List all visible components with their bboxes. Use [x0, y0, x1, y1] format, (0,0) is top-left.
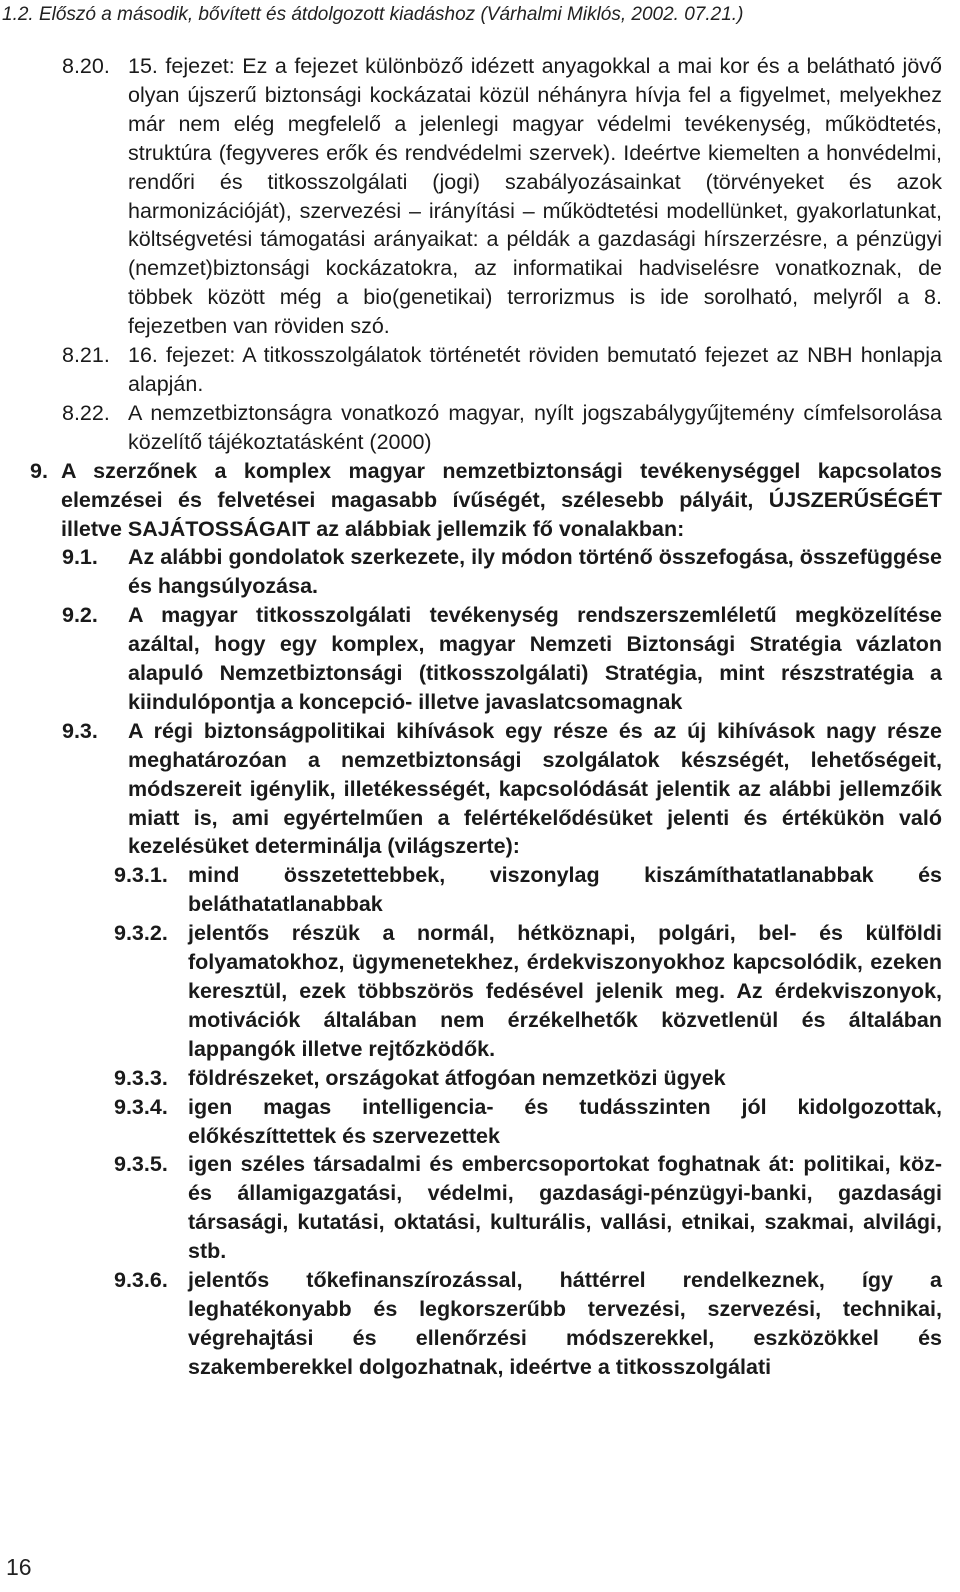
item-number: 9.3.3.	[114, 1065, 168, 1090]
list-item-9-3-1	[114, 861, 942, 919]
list-item-8-22	[62, 399, 942, 457]
list-item-9-3-4	[114, 1093, 942, 1151]
list-item-9-3-5	[114, 1150, 942, 1266]
item-number: 8.20.	[62, 54, 110, 78]
list-item-9-3-2	[114, 919, 942, 1064]
item-number: 9.1.	[62, 545, 98, 570]
item-text: mind összetettebbek, viszonylag kiszámíthatatlanabbak és beláthatatlanabbak	[188, 863, 942, 917]
running-head: 1.2. Előszó a második, bővített és átdolgozott kiadáshoz (Várhalmi Miklós, 2002. 07.21.)	[2, 4, 744, 25]
item-text: A nemzetbiztonságra vonatkozó magyar, nyílt jogszabálygyűjtemény címfelsorolása közelítő tájékoztatásként (2000)	[128, 400, 942, 454]
list-item-9-3-6	[114, 1266, 942, 1382]
list-item-9-3-3	[114, 1064, 942, 1093]
item-text: A magyar titkosszolgálati tevékenység rendszerszemléletű megközelítése azáltal, hogy egy komplex, magyar Nemzeti Biztonsági Stratégia vázlaton alapuló Nemzetbiztonsági (titkosszolgálati) Stratégia, mint részstratégia a kiindulópontja a koncepció- illetve javaslatcsomagnak	[128, 603, 942, 714]
item-text: jelentős tőkefinanszírozással, háttérrel rendelkeznek, így a leghatékonyabb és legkorszerűbb tervezési, szervezési, technikai, végrehajtási és ellenőrzési módszerekkel, eszközökkel és szakemberekkel dolgozhatnak, ideértve a titkosszolgálati	[188, 1268, 942, 1379]
item-text: A régi biztonságpolitikai kihívások egy része és az új kihívások nagy része meghatározóan a nemzetbiztonsági szolgálatok készségét, lehetőségeit, módszereit igénylik, illetékességét, kapcsolódását jelentik az alábbi jellemzőik miatt is, ami egyértelműen a felértékelődésüket jelenti és értékükön való kezelésüket determinálja (világszerte):	[128, 718, 942, 859]
list-item-9-3	[62, 717, 942, 862]
page-body	[30, 52, 942, 1382]
section-9	[30, 457, 942, 544]
item-text: A szerzőnek a komplex magyar nemzetbiztonsági tevékenységgel kapcsolatos elemzései és felvetései magasabb ívűségét, szélesebb pályáit, ÚJSZERŰSÉGÉT illetve SAJÁTOSSÁGAIT az alábbiak jellemzik fő vonalakban:	[61, 458, 942, 541]
item-number: 9.3.2.	[114, 921, 168, 946]
item-text: földrészeket, országokat átfogóan nemzetközi ügyek	[188, 1065, 726, 1090]
item-text: igen magas intelligencia- és tudásszinten jól kidolgozottak, előkészíttettek és szervezettek	[188, 1094, 942, 1148]
item-text: 15. fejezet: Ez a fejezet különböző idézett anyagokkal a mai kor és a belátható jövő olyan újszerű biztonsági kockázatai közül néhányra hívja fel a figyelmet, melyekhez már nem elég megfelelő a jelenlegi magyar védelmi tevékenység, működtetés, struktúra (fegyveres erők és rendvédelmi szervek). Ideértve kiemelten a honvédelmi, rendőri és titkosszolgálati (jogi) szabályozásainkat (törvényeket és azok harmonizációját), szervezési – irányítási – működtetési modellünket, gyakorlatunkat, költségvetési támogatási arányaikat: a példák a gazdasági hírszerzésre, a pénzügyi (nemzet)biztonsági kockázatokra, az informatikai hadviselésre vonatkoznak, de többek között még a bio(genetikai) terrorizmus is ide sorolható, melyről a 8. fejezetben van röviden szó.	[128, 54, 942, 339]
item-text: igen széles társadalmi és embercsoportokat foghatnak át: politikai, köz- és államigazgatási, védelmi, gazdasági-pénzügyi-banki, gazdasági társasági, kutatási, oktatási, kulturális, vallási, etnikai, szakmai, alvilági, stb.	[188, 1152, 942, 1264]
item-number: 9.2.	[62, 603, 98, 628]
item-number: 9.3.1.	[114, 863, 168, 888]
item-number: 9.	[30, 458, 48, 483]
item-text: jelentős részük a normál, hétköznapi, polgári, bel- és külföldi folyamatokhoz, ügymenetekhez, érdekviszonyokhoz kapcsolódik, ezeken keresztül, ezek többszörös fedésével jelenik meg. Az érdekviszonyok, motivációk általában nem érzékelhetők közvetlenül és általában lappangók illetve rejtőzködők.	[188, 921, 942, 1061]
item-number: 9.3.4.	[114, 1094, 168, 1119]
item-number: 9.3.	[62, 718, 98, 743]
item-number: 8.21.	[62, 343, 110, 368]
item-number: 9.3.6.	[114, 1268, 168, 1293]
list-item-8-21	[62, 341, 942, 399]
list-item-9-2	[62, 601, 942, 717]
list-item-9-1	[62, 543, 942, 601]
item-text: 16. fejezet: A titkosszolgálatok történetét röviden bemutató fejezet az NBH honlapja alapján.	[128, 343, 942, 396]
item-text: Az alábbi gondolatok szerkezete, ily módon történő összefogása, összefüggése és hangsúlyozása.	[128, 545, 942, 599]
list-item-8-20	[62, 52, 942, 341]
page-number: 16	[6, 1554, 32, 1580]
item-number: 8.22.	[62, 400, 110, 425]
item-number: 9.3.5.	[114, 1152, 168, 1177]
